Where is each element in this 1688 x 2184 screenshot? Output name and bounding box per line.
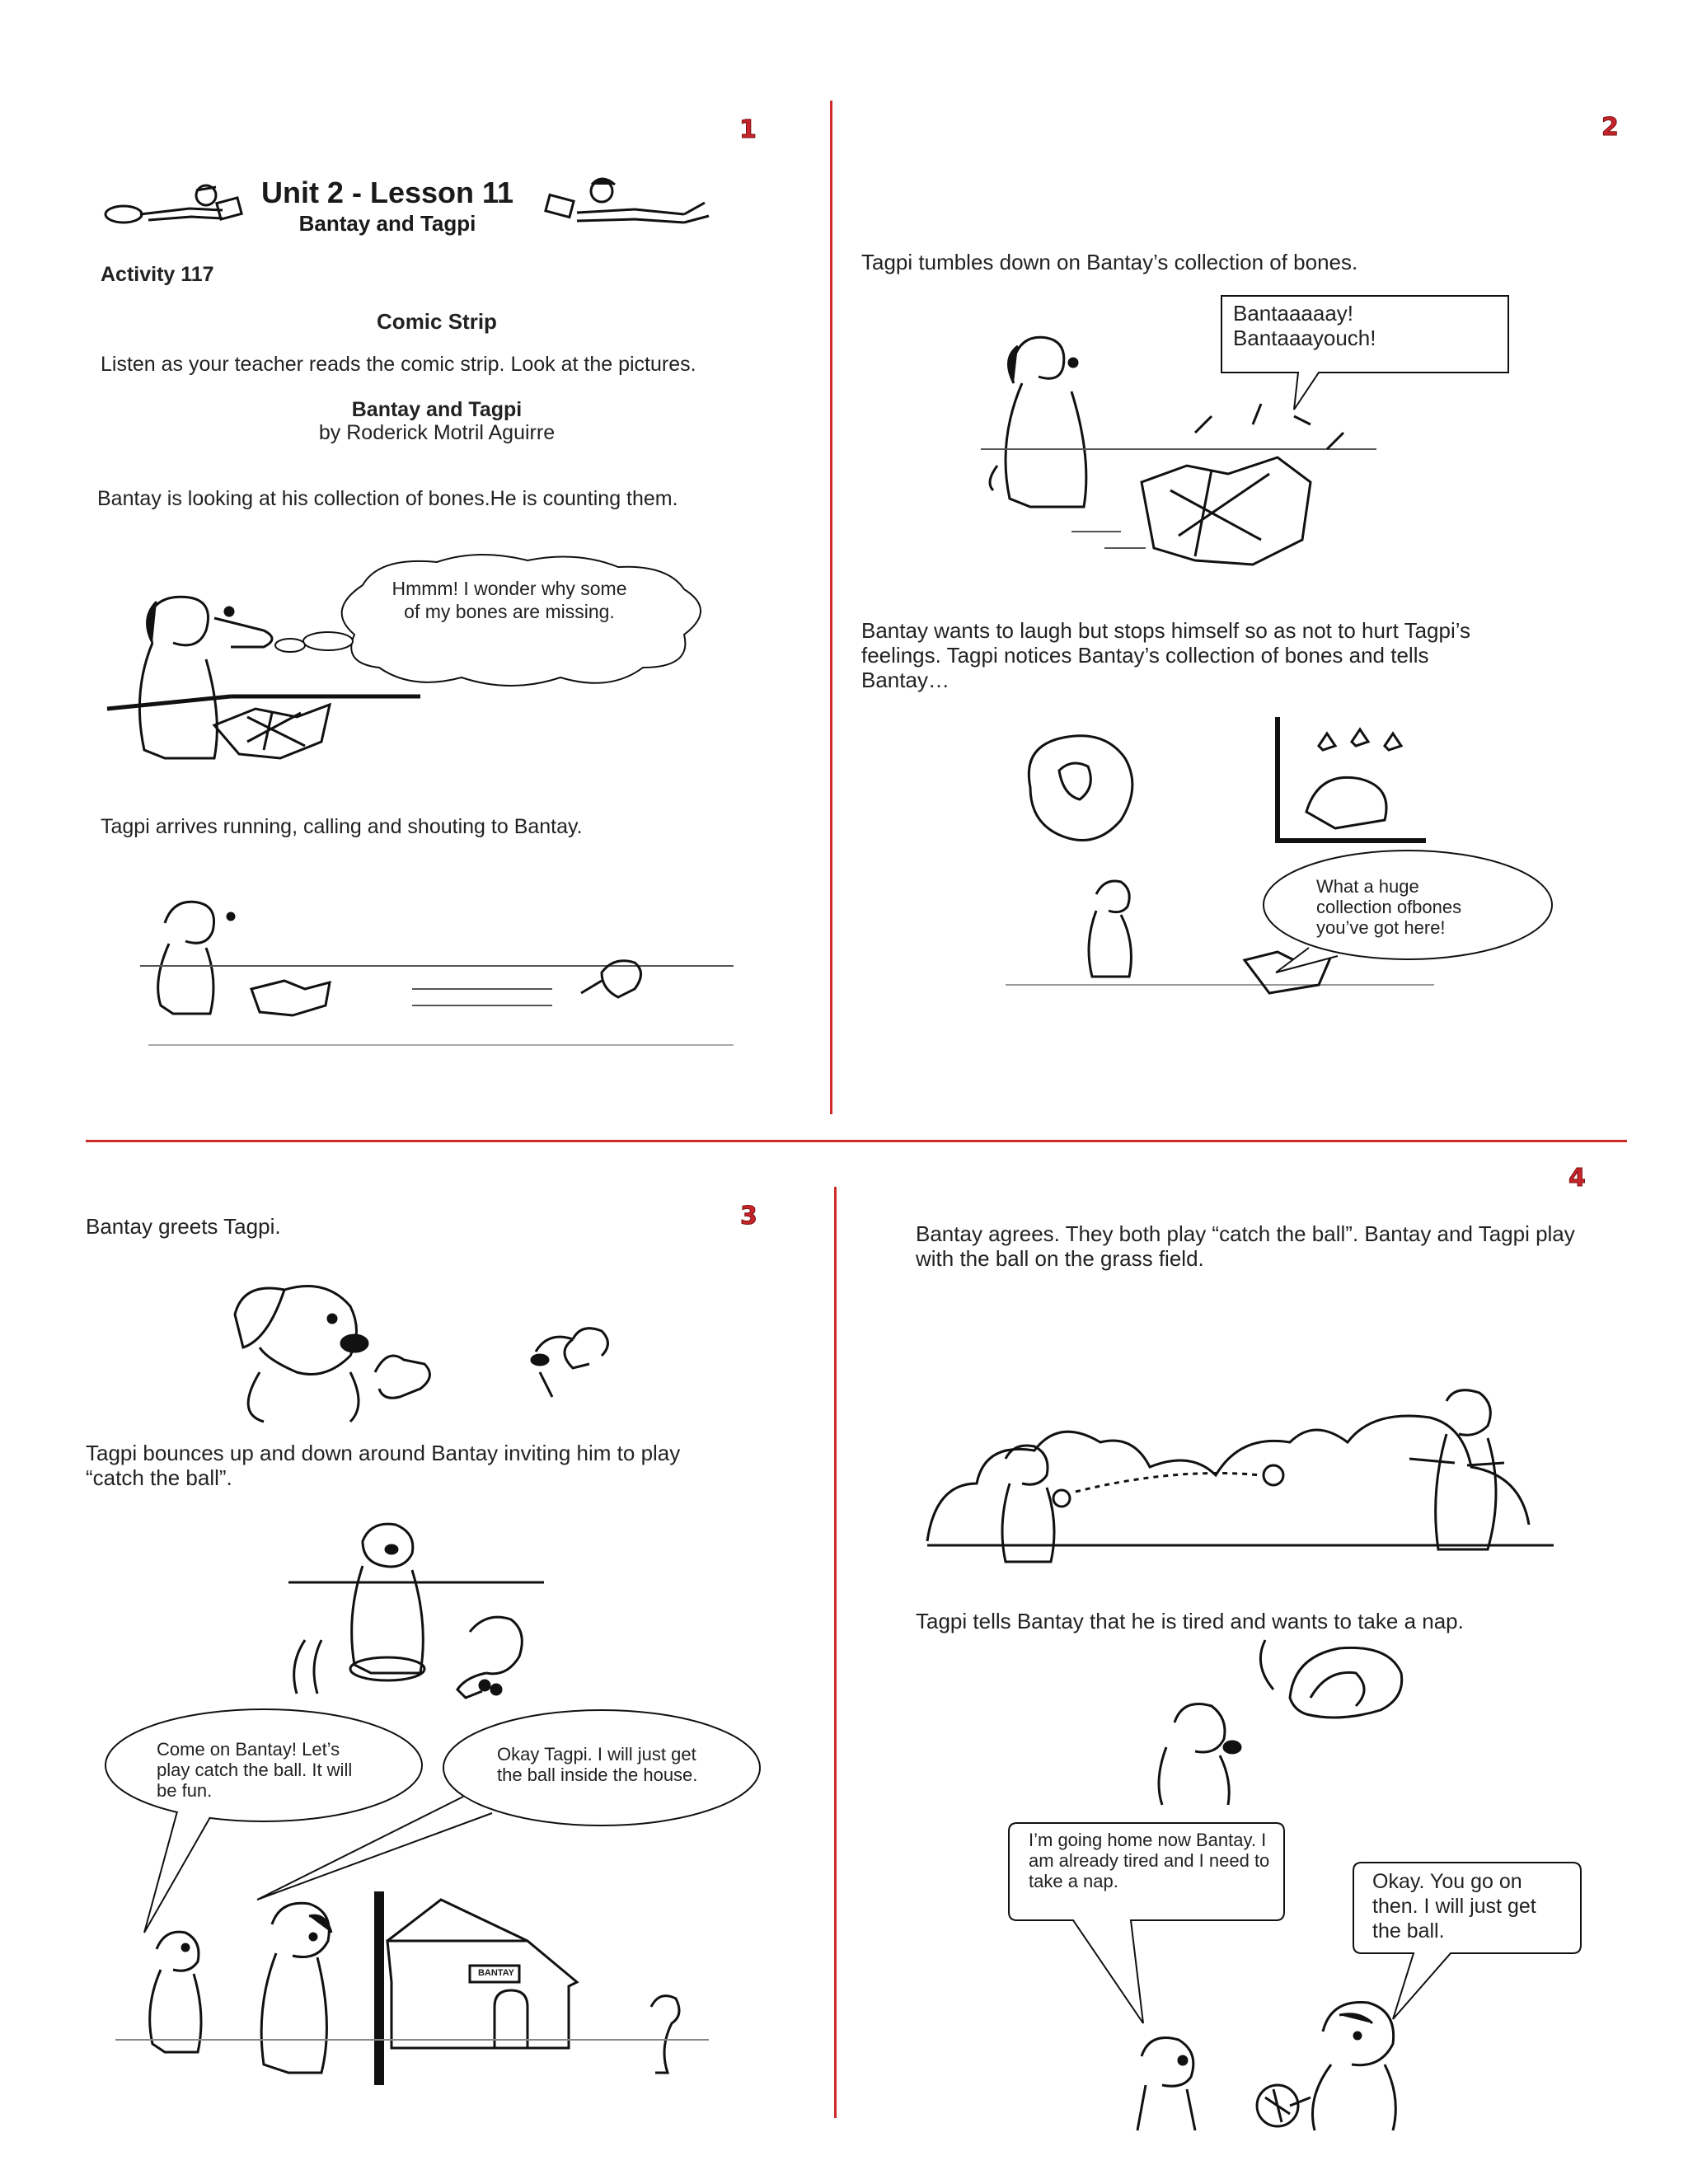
panel4-speech2-text: Okay. You go on then. I will just get the ball. [1372, 1870, 1536, 1943]
instruction-text: Listen as your teacher reads the comic strip. Look at the pictures. [101, 353, 696, 376]
lesson-subtitle: Bantay and Tagpi [298, 211, 476, 236]
activity-label: Activity 117 [101, 263, 214, 286]
panel2-narration1: Tagpi tumbles down on Bantay’s collection of bones. [861, 250, 1358, 274]
panel2-speech1-line1: Bantaaaaay! [1233, 301, 1354, 326]
panel3-narration1: Bantay greets Tagpi. [86, 1214, 281, 1239]
section-title: Comic Strip [377, 309, 497, 334]
story-author: by Roderick Motril Aguirre [318, 421, 556, 444]
panel1-narration2: Tagpi arrives running, calling and shouting to Bantay. [101, 815, 583, 838]
page-number-1: 1 [739, 115, 757, 144]
speech-oval-okay-tagpi [257, 1706, 764, 1912]
panel3-speech2-text: Okay Tagpi. I will just get the ball inside the house. [497, 1744, 698, 1785]
page-number-3: 3 [740, 1202, 757, 1230]
page-number-4: 4 [1568, 1164, 1586, 1193]
reading-girl-illustration [544, 173, 717, 239]
doghouse-sign: BANTAY [477, 1968, 514, 1978]
tagpi-arrives-illustration [140, 890, 734, 1047]
tagpi-tired-illustration [1150, 1632, 1422, 1805]
panel4-speech1-text: I’m going home now Bantay. I am already tired and I need to take a nap. [1029, 1830, 1270, 1891]
panel1-narration1: Bantay is looking at his collection of bones.He is counting them. [97, 487, 678, 510]
bantay-greets-illustration [227, 1273, 622, 1422]
horizontal-divider [86, 1140, 1627, 1142]
catch-the-ball-illustration [927, 1385, 1554, 1586]
panel4-narration2: Tagpi tells Bantay that he is tired and wants to take a nap. [916, 1609, 1464, 1633]
dogs-saying-goodbye-illustration [1133, 1982, 1422, 2130]
panel3-narration2: Tagpi bounces up and down around Bantay inviting him to play “catch the ball”. [86, 1441, 681, 1490]
vertical-divider-top [830, 101, 832, 1114]
reading-boy-illustration [99, 177, 247, 239]
panel2-narration2: Bantay wants to laugh but stops himself so as not to hurt Tagpi’s feelings. Tagpi notices Bantay’s collection of bones and tells Bantay… [861, 618, 1471, 692]
panel4-narration1: Bantay agrees. They both play “catch the ball”. Bantay and Tagpi play with the ball on the grass field. [916, 1221, 1575, 1271]
story-title: Bantay and Tagpi [351, 398, 523, 421]
page-number-2: 2 [1601, 113, 1619, 142]
doghouse-scene-illustration [115, 1883, 709, 2097]
panel1-thought-text: Hmmm! I wonder why some of my bones are missing. [392, 578, 627, 622]
vertical-divider-bottom [834, 1187, 837, 2118]
panel3-speech1-text: Come on Bantay! Let’s play catch the ball. It will be fun. [157, 1739, 353, 1801]
tagpi-bounces-illustration [280, 1516, 560, 1710]
lesson-title: Unit 2 - Lesson 11 [260, 176, 514, 209]
panel2-speech1-line2: Bantaaayouch! [1233, 326, 1376, 350]
panel2-speech2-text: What a huge collection ofbones you’ve got here! [1316, 876, 1462, 938]
